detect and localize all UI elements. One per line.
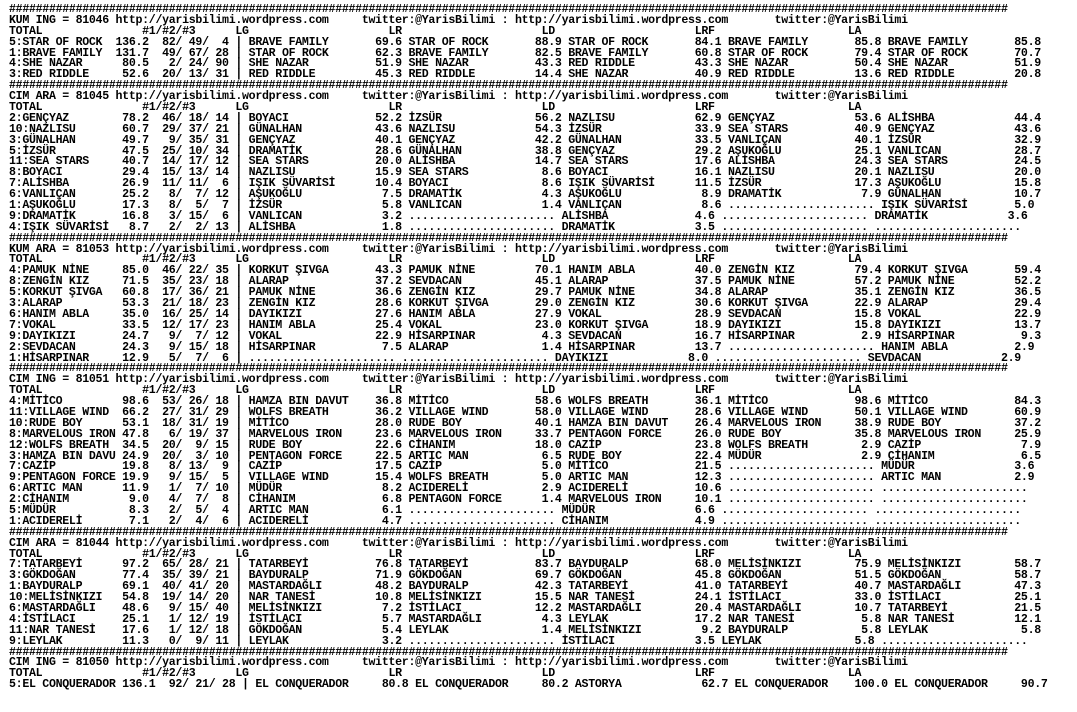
- text-line: 9:LEYLAK 11.3 0/ 9/ 11 | LEYLAK 3.2 ...................... İSTİLACI 3.5 LEYLAK 5.8 ......................: [9, 634, 1028, 648]
- text-line: CIM ARA = 81045 http://yarisbilimi.wordpress.com twitter:@YarisBilimi : http://yarisbilimi.wordpress.com twitter:@YarisBilimi: [9, 90, 908, 104]
- text-line: 5:İZSÜR 47.5 25/ 10/ 34 | DRAMATİK 28.6 GÜNALHAN 38.8 GENÇYAZ 29.2 AŞUKOĞLU 25.1 VANLICAN 28.7: [9, 144, 1041, 158]
- text-line: 7:VOKAL 33.5 12/ 17/ 23 | HANIM ABLA 25.4 VOKAL 23.0 KORKUT ŞIVGA 18.9 DAYIKIZI 15.8 DAYIKIZI 13.7: [9, 318, 1041, 332]
- text-line: 10:NAZLISU 60.7 29/ 37/ 21 | GÜNALHAN 43.6 NAZLISU 54.3 İZSÜR 33.9 SEA STARS 40.9 GENÇYAZ 43.6: [9, 122, 1041, 136]
- text-line: 6:MASTARDAĞLI 48.6 9/ 15/ 40 | MELİSİNKIZI 7.2 İSTİLACI 12.2 MASTARDAĞLI 20.4 MASTARDAĞLI 10.7 TATARBEYİ 21.5: [9, 601, 1041, 615]
- text-line: TOTAL #1/#2/#3 LG LR LD LRF LA: [9, 384, 862, 398]
- text-line: 1:BRAVE FAMILY 131.7 49/ 67/ 28 | STAR OF ROCK 62.3 BRAVE FAMILY 82.5 BRAVE FAMILY 60.8 STAR OF ROCK 79.4 STAR OF ROCK 70.7: [9, 46, 1041, 60]
- text-line: 7:CAZİP 19.8 8/ 13/ 9 | CAZİP 17.5 CAZİP 5.0 MİTİCO 21.5 ...................... MÜDÜR 3.6: [9, 460, 1035, 474]
- text-line: 6:ARTIC MAN 11.9 1/ 7/ 10 | MÜDÜR 8.2 ACIDERELİ 2.9 ACIDERELİ 10.6 ...................... ......................: [9, 482, 1028, 496]
- text-line: CIM ING = 81051 http://yarisbilimi.wordpress.com twitter:@YarisBilimi : http://yarisbilimi.wordpress.com twitter:@YarisBilimi: [9, 373, 908, 387]
- text-line: TOTAL #1/#2/#3 LG LR LD LRF LA: [9, 667, 862, 681]
- text-line: KUM ARA = 81053 http://yarisbilimi.wordpress.com twitter:@YarisBilimi : http://yarisbilimi.wordpress.com twitter:@YarisBilimi: [9, 242, 908, 256]
- text-line: 1:BAYDURALP 69.1 40/ 41/ 20 | MASTARDAĞLI 48.2 BAYDURALP 42.3 TATARBEYİ 41.0 TATARBEYİ 40.7 MASTARDAĞLI 47.3: [9, 580, 1041, 594]
- text-line: 4:IŞIK SÜVARİSİ 8.7 2/ 2/ 13 | ALİSHBA 1.8 ...................... DRAMATİK 3.5 ...................... ......................: [9, 220, 1021, 234]
- text-line: 11:VILLAGE WIND 66.2 27/ 31/ 29 | WOLFS BREATH 36.2 VILLAGE WIND 58.0 VILLAGE WIND 28.6 VILLAGE WIND 50.1 VILLAGE WIND 60.9: [9, 405, 1041, 419]
- text-line: 2:GENÇYAZ 78.2 46/ 18/ 14 | BOYACI 52.2 İZSÜR 56.2 NAZLISU 62.9 GENÇYAZ 53.6 ALİSHBA 44.4: [9, 111, 1041, 125]
- text-line: 6:VANLIÇAN 25.2 8/ 7/ 12 | AŞUKOĞLU 7.5 DRAMATİK 4.3 AŞUKOĞLU 8.9 DRAMATİK 7.9 GÜNALHAN 10.7: [9, 188, 1041, 202]
- text-line: 7:ALİSHBA 26.9 11/ 11/ 6 | IŞIK SÜVARİSİ 10.4 BOYACI 8.6 IŞIK SÜVARİSİ 11.5 İZSÜR 17.3 AŞUKOĞLU 15.8: [9, 177, 1041, 191]
- text-line: 3:HAMZA BIN DAVU 24.9 20/ 3/ 10 | PENTAGON FORCE 22.5 ARTIC MAN 6.5 RUDE BOY 22.4 MÜDÜR 2.9 CİHANIM 6.5: [9, 449, 1041, 463]
- text-line: TOTAL #1/#2/#3 LG LR LD LRF LA: [9, 101, 862, 115]
- text-line: 1:ACIDERELİ 7.1 2/ 4/ 6 | ACIDERELİ 4.7 ...................... CİHANIM 4.9 ...................... ......................: [9, 514, 1021, 528]
- text-line: 9:DAYIKIZI 24.7 9/ 7/ 12 | VOKAL 22.9 HİSARPINAR 4.3 SEVDACAN 16.7 HİSARPINAR 2.9 HİSARPINAR 9.3: [9, 329, 1041, 343]
- text-line: 10:MELİSİNKIZI 54.8 19/ 14/ 20 | NAR TANESİ 10.8 MELİSİNKIZI 15.5 NAR TANESİ 24.1 İSTİLACI 33.0 İSTİLACI 25.1: [9, 591, 1041, 605]
- text-line: 3:RED RIDDLE 52.6 20/ 13/ 31 | RED RIDDLE 45.3 RED RIDDLE 14.4 SHE NAZAR 40.9 RED RIDDLE 13.6 RED RIDDLE 20.8: [9, 68, 1041, 82]
- text-line: 1:HİSARPINAR 12.9 5/ 7/ 6 | ...................... ...................... DAYIKIZI 8.0 ...................... SEVDACAN 2.9: [9, 351, 1021, 365]
- text-line: 2:CİHANIM 9.0 4/ 7/ 8 | CİHANIM 6.8 PENTAGON FORCE 1.4 MARVELOUS IRON 10.1 ...................... ......................: [9, 493, 1028, 507]
- separator-line: ######################################################################################################################################################: [9, 525, 1008, 539]
- text-line: 8:ZENGİN KIZ 71.5 35/ 23/ 18 | ALARAP 37.2 SEVDACAN 45.1 ALARAP 37.5 PAMUK NİNE 57.2 PAMUK NİNE 52.2: [9, 275, 1041, 289]
- text-line: KUM ING = 81046 http://yarisbilimi.wordpress.com twitter:@YarisBilimi : http://yarisbilimi.wordpress.com twitter:@YarisBilimi: [9, 13, 908, 27]
- text-line: 6:HANIM ABLA 35.0 16/ 25/ 14 | DAYIKIZI 27.6 HANIM ABLA 27.9 VOKAL 28.9 SEVDACAN 15.8 VOKAL 22.9: [9, 307, 1041, 321]
- separator-line: ######################################################################################################################################################: [9, 645, 1008, 659]
- text-line: 3:GÖKDOĞAN 77.4 35/ 39/ 21 | BAYDURALP 71.9 GÖKDOĞAN 69.7 GÖKDOĞAN 45.8 GÖKDOĞAN 51.5 GÖKDOĞAN 58.7: [9, 569, 1041, 583]
- text-line: 4:İSTİLACI 25.1 1/ 12/ 19 | İSTİLACI 5.7 MASTARDAĞLI 4.3 LEYLAK 17.2 NAR TANESİ 5.8 NAR TANESİ 12.1: [9, 612, 1041, 626]
- text-line: 7:TATARBEYİ 97.2 65/ 28/ 21 | TATARBEYİ 76.8 TATARBEYİ 83.7 BAYDURALP 68.0 MELİSİNKIZI 75.9 MELİSİNKIZI 58.7: [9, 558, 1041, 572]
- separator-line: ######################################################################################################################################################: [9, 3, 1008, 16]
- text-line: 9:PENTAGON FORCE 19.9 9/ 15/ 5 | VILLAGE WIND 15.4 WOLFS BREATH 5.0 ARTIC MAN 12.3 ...................... ARTIC MAN 2.9: [9, 471, 1035, 485]
- separator-line: ######################################################################################################################################################: [9, 362, 1008, 376]
- text-line: 3:ALARAP 53.3 21/ 18/ 23 | ZENGİN KIZ 28.6 KORKUT ŞIVGA 29.0 ZENGİN KIZ 30.6 KORKUT ŞIVGA 22.9 ALARAP 29.4: [9, 297, 1041, 311]
- text-line: 10:RUDE BOY 53.1 18/ 31/ 19 | MİTİCO 28.0 RUDE BOY 40.1 HAMZA BIN DAVUT 26.4 MARVELOUS IRON 38.9 RUDE BOY 37.2: [9, 416, 1041, 430]
- text-line: 5:EL CONQUERADOR 136.1 92/ 21/ 28 | EL CONQUERADOR 80.8 EL CONQUERADOR 80.2 ASTORYA 62.7 EL CONQUERADOR 100.0 EL CONQUERADOR 90.7: [9, 678, 1048, 692]
- text-line: TOTAL #1/#2/#3 LG LR LD LRF LA: [9, 253, 862, 267]
- text-line: 5:KORKUT ŞIVGA 60.8 17/ 36/ 21 | PAMUK NİNE 36.6 ZENGİN KIZ 29.7 PAMUK NİNE 34.8 ALARAP 35.1 ZENGİN KIZ 36.5: [9, 286, 1041, 300]
- text-line: 11:NAR TANESİ 17.6 1/ 12/ 18 | GÖKDOĞAN 5.4 LEYLAK 1.4 MELİSİNKIZI 9.2 BAYDURALP 5.8 LEYLAK 5.8: [9, 623, 1041, 637]
- text-line: 1:AŞUKOĞLU 17.3 8/ 5/ 7 | İZSÜR 5.8 VANLICAN 1.4 VANLIÇAN 8.6 ...................... IŞIK SÜVARİSİ 5.0: [9, 199, 1035, 213]
- text-line: 12:WOLFS BREATH 34.5 20/ 9/ 15 | RUDE BOY 22.6 CİHANIM 18.0 CAZİP 23.8 WOLFS BREATH 2.9 CAZİP 7.9: [9, 438, 1041, 452]
- text-line: CIM ARA = 81044 http://yarisbilimi.wordpress.com twitter:@YarisBilimi : http://yarisbilimi.wordpress.com twitter:@YarisBilimi: [9, 536, 908, 550]
- separator-line: ######################################################################################################################################################: [9, 79, 1008, 93]
- text-line: TOTAL #1/#2/#3 LG LR LD LRF LA: [9, 24, 862, 38]
- text-line: 8:MARVELOUS IRON 47.8 6/ 19/ 37 | MARVELOUS IRON 23.6 MARVELOUS IRON 33.7 PENTAGON FORCE 26.0 RUDE BOY 35.8 MARVELOUS IRON 25.9: [9, 427, 1041, 441]
- text-line: 4:SHE NAZAR 80.5 2/ 24/ 90 | SHE NAZAR 51.9 SHE NAZAR 43.3 RED RIDDLE 43.3 SHE NAZAR 50.4 SHE NAZAR 51.9: [9, 57, 1041, 71]
- text-line: 2:SEVDACAN 24.3 9/ 15/ 18 | HİSARPINAR 7.5 ALARAP 1.4 HİSARPINAR 13.7 ...................... HANIM ABLA 2.9: [9, 340, 1035, 354]
- text-line: 4:MİTİCO 98.6 53/ 26/ 18 | HAMZA BIN DAVUT 36.8 MİTİCO 58.6 WOLFS BREATH 36.1 MİTİCO 98.6 MİTİCO 84.3: [9, 395, 1041, 409]
- text-line: 5:STAR OF ROCK 136.2 82/ 49/ 4 | BRAVE FAMILY 69.6 STAR OF ROCK 88.9 STAR OF ROCK 84.1 BRAVE FAMILY 85.8 BRAVE FAMILY 85.8: [9, 35, 1041, 49]
- text-line: 5:MÜDÜR 8.3 2/ 5/ 4 | ARTIC MAN 6.1 ...................... MÜDÜR 6.6 ...................... ......................: [9, 503, 1021, 517]
- separator-line: ######################################################################################################################################################: [9, 231, 1008, 245]
- text-line: 9:DRAMATİK 16.8 3/ 15/ 6 | VANLICAN 3.2 ...................... ALİSHBA 4.6 ...................... DRAMATİK 3.6: [9, 209, 1028, 223]
- text-line: CIM ING = 81050 http://yarisbilimi.wordpress.com twitter:@YarisBilimi : http://yarisbilimi.wordpress.com twitter:@YarisBilimi: [9, 656, 908, 670]
- text-line: 3:GÜNALHAN 49.7 9/ 35/ 31 | GENÇYAZ 40.1 GENÇYAZ 42.2 GÜNALHAN 33.5 VANLIÇAN 40.1 İZSÜR 32.9: [9, 133, 1041, 147]
- text-line: 4:PAMUK NİNE 85.0 46/ 22/ 35 | KORKUT ŞIVGA 43.3 PAMUK NİNE 70.1 HANIM ABLA 40.0 ZENGİN KIZ 79.4 KORKUT ŞIVGA 59.4: [9, 264, 1041, 278]
- text-line: 8:BOYACI 29.4 15/ 13/ 14 | NAZLISU 15.9 SEA STARS 8.6 BOYACI 16.1 NAZLISU 20.1 NAZLISU 20.0: [9, 166, 1041, 180]
- text-line: 11:SEA STARS 40.7 14/ 17/ 12 | SEA STARS 20.0 ALİSHBA 14.7 SEA STARS 17.6 ALİSHBA 24.3 SEA STARS 24.5: [9, 155, 1041, 169]
- text-line: TOTAL #1/#2/#3 LG LR LD LRF LA: [9, 547, 862, 561]
